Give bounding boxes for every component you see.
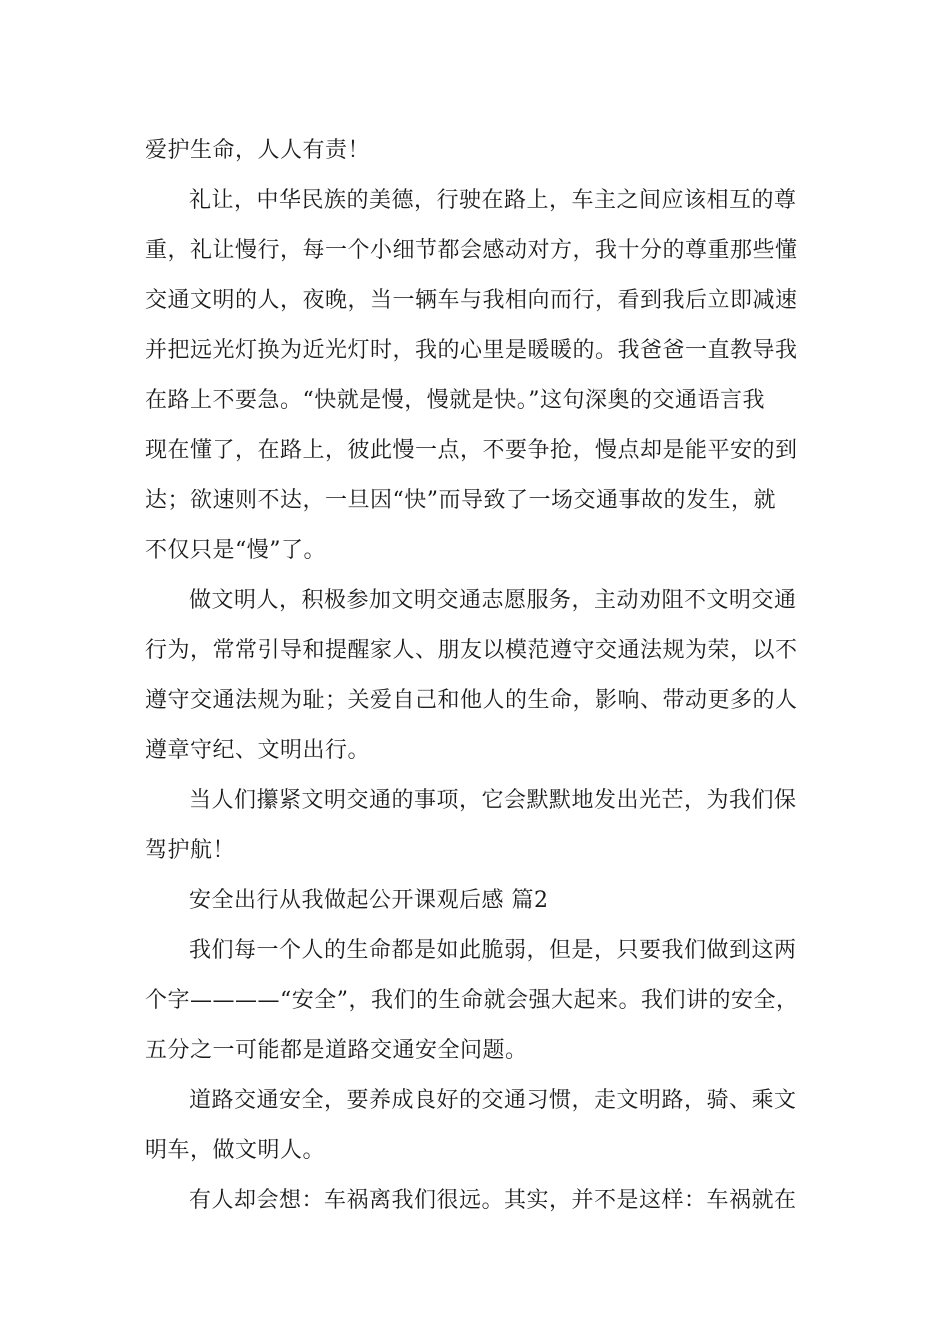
text-line: 重，礼让慢行，每一个小细节都会感动对方，我十分的尊重那些懂 xyxy=(145,238,798,263)
text-line: 行为，常常引导和提醒家人、朋友以模范遵守交通法规为荣，以不 xyxy=(145,638,798,663)
text-line: 并把远光灯换为近光灯时，我的心里是暖暖的。我爸爸一直教导我 xyxy=(145,338,798,363)
section-heading: 安全出行从我做起公开课观后感 篇2 xyxy=(189,888,549,913)
paragraph-start-line: 做文明人，积极参加文明交通志愿服务，主动劝阻不文明交通 xyxy=(189,588,797,613)
text-line: 在路上不要急。“快就是慢，慢就是快。”这句深奥的交通语言我 xyxy=(145,388,765,413)
text-line: 交通文明的人，夜晚，当一辆车与我相向而行，看到我后立即减速 xyxy=(145,288,798,313)
text-line: 驾护航！ xyxy=(145,838,236,863)
paragraph-start-line: 我们每一个人的生命都是如此脆弱，但是，只要我们做到这两 xyxy=(189,938,797,963)
text-line: 达；欲速则不达，一旦因“快”而导致了一场交通事故的发生，就 xyxy=(145,488,776,513)
text-line: 不仅只是“慢”了。 xyxy=(145,538,326,563)
paragraph-start-line: 道路交通安全，要养成良好的交通习惯，走文明路，骑、乘文 xyxy=(189,1088,797,1113)
paragraph-start-line: 礼让，中华民族的美德，行驶在路上，车主之间应该相互的尊 xyxy=(189,188,797,213)
paragraph-start-line: 当人们攥紧文明交通的事项，它会默默地发出光芒，为我们保 xyxy=(189,788,797,813)
text-line: 个字————“安全”，我们的生命就会强大起来。我们讲的安全， xyxy=(145,988,799,1013)
text-line: 现在懂了，在路上，彼此慢一点，不要争抢，慢点却是能平安的到 xyxy=(145,438,798,463)
text-line: 五分之一可能都是道路交通安全问题。 xyxy=(145,1038,528,1063)
text-line: 明车，做文明人。 xyxy=(145,1138,326,1163)
text-line: 爱护生命，人人有责！ xyxy=(145,138,371,163)
text-line: 遵守交通法规为耻；关爱自己和他人的生命，影响、带动更多的人 xyxy=(145,688,798,713)
text-line: 遵章守纪、文明出行。 xyxy=(145,738,371,763)
paragraph-start-line: 有人却会想：车祸离我们很远。其实，并不是这样：车祸就在 xyxy=(189,1188,797,1213)
